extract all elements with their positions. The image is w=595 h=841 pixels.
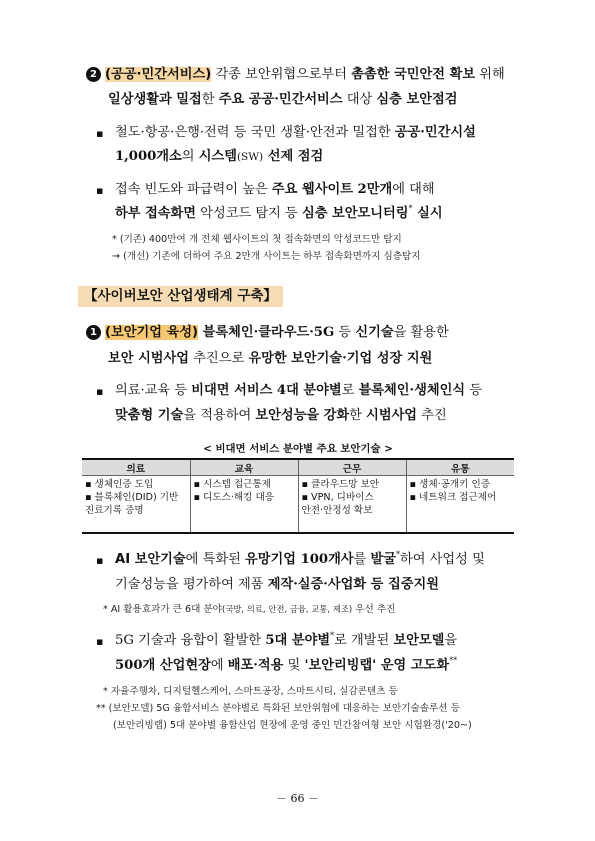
- item2-marker: 2: [86, 67, 101, 82]
- footnote: ** (보안모델) 5G 융합서비스 분야별로 특화된 보안위협에 대응하는 보안기술솔루션 등: [96, 703, 460, 714]
- bullet4-line1: AI 보안기술에 특화된 유망기업 100개사를 발굴*하여 사업성 및: [115, 550, 485, 567]
- item1-line1: 1 (보안기업 육성) 블록체인·클라우드·5G 등 신기술을 활용한: [86, 324, 449, 341]
- bullet1-line2: 1,000개소의 시스템(SW) 선제 점검: [115, 149, 324, 164]
- bullet2-line1: 접속 빈도와 파급력이 높은 주요 웹사이트 2만개에 대해: [115, 182, 435, 197]
- bullet3-line2: 맞춤형 기술을 적용하여 보안성능을 강화한 시범사업 추진: [115, 408, 447, 423]
- bullet3-line1: 의료·교육 등 비대면 서비스 4대 분야별로 블록체인·생체인식 등: [115, 383, 483, 398]
- table-cell-retail: ▪ 생체·공개키 인증 ▪ 네트워크 접근제어: [406, 476, 514, 534]
- item1-line2: 보안 시범사업 추진으로 유망한 보안기술·기업 성장 지원: [108, 351, 433, 366]
- bullet-marker: ▪: [96, 554, 104, 567]
- table-header: 교육: [190, 459, 298, 476]
- table-header: 근무: [298, 459, 406, 476]
- security-tech-table: [82, 458, 514, 534]
- table-row: [82, 476, 514, 534]
- table-header: 유통: [406, 459, 514, 476]
- footnote: * (기존) 400만여 개 전체 웹사이트의 첫 접속화면의 악성코드만 탐지: [112, 234, 402, 245]
- footnote: * AI 활용효과가 큰 6대 분야(국방, 의료, 안전, 금융, 교통, 제조) 우선 추진: [103, 604, 396, 615]
- table-cell-work: ▪ 클라우드망 보안 ▪ VPN, 디바이스 안전·안정성 확보: [298, 476, 406, 534]
- bullet-marker: ▪: [96, 184, 104, 197]
- item2-line2: 일상생활과 밀접한 주요 공공·민간서비스 대상 심층 보안점검: [108, 92, 458, 107]
- item2-line1: 2 (공공·민간서비스) 각종 보안위협으로부터 촘촘한 국민안전 확보 위해: [86, 66, 505, 83]
- bullet-marker: ▪: [96, 385, 104, 398]
- bullet5-line2: 500개 산업현장에 배포·적용 및 '보안리빙랩' 운영 고도화**: [115, 656, 458, 673]
- footnote: (보안리빙랩) 5대 분야별 융합산업 현장에 운영 중인 민간참여형 보안 시험환경('20~): [113, 720, 472, 731]
- bullet5-line1: 5G 기술과 융합이 활발한 5대 분야별*로 개발된 보안모델을: [115, 631, 458, 648]
- table-caption: < 비대면 서비스 분야별 주요 보안기술 >: [203, 443, 393, 455]
- bullet4-line2: 기술성능을 평가하여 제품 제작·실증·사업화 등 집중지원: [115, 577, 439, 592]
- page-number: － 66 －: [276, 792, 319, 805]
- table-cell-education: ▪ 시스템 접근통제 ▪ 디도스·해킹 대응: [190, 476, 298, 534]
- item1-label: (보안기업 육성): [105, 325, 199, 340]
- table-header: 의료: [82, 459, 190, 476]
- item1-marker: 1: [86, 325, 101, 340]
- bullet1-line1: 철도·항공·은행·전력 등 국민 생활·안전과 밀접한 공공·민간시설: [115, 125, 476, 140]
- section-title: 【사이버보안 산업생태계 구축】: [78, 286, 283, 307]
- footnote: * 자율주행차, 디지털헬스케어, 스마트공장, 스마트시티, 실감콘텐츠 등: [103, 686, 398, 697]
- table-cell-medical: ▪ 생체인증 도입 ▪ 블록체인(DID) 기반 진료기록 증명: [82, 476, 190, 534]
- bullet-marker: ▪: [96, 127, 104, 140]
- footnote: → (개선) 기존에 더하여 주요 2만개 사이트는 하부 접속화면까지 심층탐지: [112, 251, 421, 262]
- bullet-marker: ▪: [96, 635, 104, 648]
- item2-label: (공공·민간서비스): [105, 67, 212, 82]
- bullet2-line2: 하부 접속화면 악성코드 탐지 등 심층 보안모니터링* 실시: [115, 204, 443, 221]
